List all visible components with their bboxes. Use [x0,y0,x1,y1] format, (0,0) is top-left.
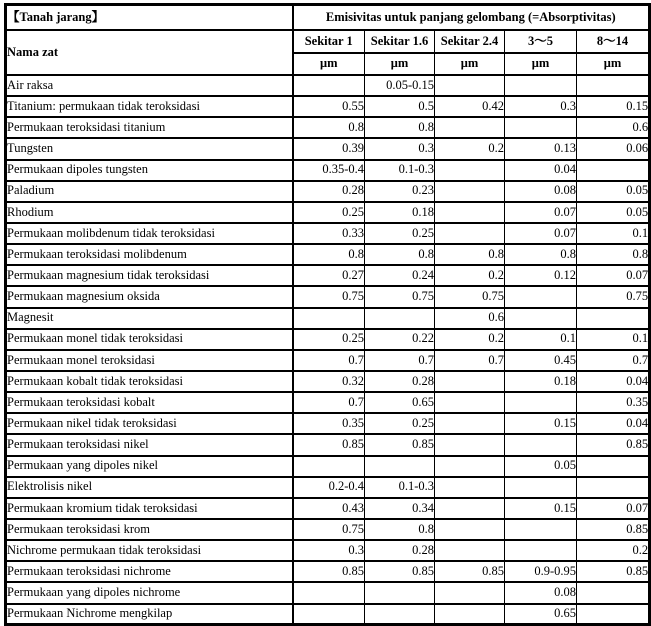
value-cell: 0.8 [435,244,505,265]
value-cell [435,181,505,202]
value-cell: 0.07 [505,223,577,244]
col-unit-2: μm [435,53,505,75]
value-cell: 0.2 [435,329,505,350]
value-cell: 0.45 [505,350,577,371]
value-cell: 0.04 [505,160,577,181]
value-cell: 0.7 [293,392,365,413]
value-cell: 0.32 [293,371,365,392]
table-row [6,244,650,265]
value-cell [435,413,505,434]
value-cell [577,477,650,498]
value-cell [365,604,435,625]
value-cell: 0.8 [505,244,577,265]
col-header-sekitar-2-4: Sekitar 2.4 [435,30,505,53]
table-row [6,413,650,434]
value-cell: 0.18 [365,202,435,223]
value-cell: 0.85 [577,519,650,540]
value-cell: 0.1-0.3 [365,160,435,181]
table-row [6,434,650,455]
value-cell: 0.42 [435,96,505,117]
value-cell: 0.33 [293,223,365,244]
table-row [6,350,650,371]
value-cell: 0.8 [293,244,365,265]
value-cell: 0.7 [577,350,650,371]
value-cell: 0.06 [577,138,650,159]
value-cell: 0.8 [365,519,435,540]
material-name-cell: Permukaan magnesium oksida [6,286,293,307]
material-name-cell: Elektrolisis nikel [6,477,293,498]
value-cell: 0.8 [293,117,365,138]
table-row [6,223,650,244]
value-cell: 0.5 [365,96,435,117]
value-cell [577,604,650,625]
value-cell: 0.7 [365,350,435,371]
value-cell: 0.75 [435,286,505,307]
document-table-container [4,3,648,626]
value-cell: 0.15 [577,96,650,117]
material-name-cell: Permukaan kobalt tidak teroksidasi [6,371,293,392]
value-cell: 0.2 [577,540,650,561]
value-cell: 0.3 [505,96,577,117]
value-cell: 0.85 [435,561,505,582]
material-name-cell: Permukaan monel tidak teroksidasi [6,329,293,350]
table-row [6,540,650,561]
value-cell: 0.05 [577,202,650,223]
value-cell: 0.15 [505,413,577,434]
material-name-cell: Permukaan teroksidasi nikel [6,434,293,455]
table-row [6,265,650,286]
table-row [6,286,650,307]
value-cell: 0.9-0.95 [505,561,577,582]
span-header: Emisivitas untuk panjang gelombang (=Absorptivitas) [293,5,650,31]
material-name-cell: Permukaan teroksidasi molibdenum [6,244,293,265]
value-cell [435,604,505,625]
value-cell [505,434,577,455]
value-cell [435,75,505,96]
value-cell [435,498,505,519]
value-cell [435,392,505,413]
value-cell: 0.27 [293,265,365,286]
table-row [6,371,650,392]
table-row [6,308,650,329]
value-cell [577,75,650,96]
col-unit-1: μm [365,53,435,75]
value-cell [435,540,505,561]
table-row [6,456,650,477]
value-cell: 0.07 [577,498,650,519]
col-unit-0: μm [293,53,365,75]
value-cell [435,519,505,540]
value-cell: 0.8 [365,117,435,138]
value-cell [505,540,577,561]
value-cell: 0.18 [505,371,577,392]
value-cell: 0.85 [365,561,435,582]
value-cell: 0.35 [577,392,650,413]
value-cell: 0.08 [505,181,577,202]
material-name-cell: Magnesit [6,308,293,329]
table-header [6,5,650,76]
value-cell: 0.28 [365,371,435,392]
value-cell [577,582,650,603]
value-cell: 0.55 [293,96,365,117]
value-cell: 0.12 [505,265,577,286]
table-row [6,75,650,96]
table-row [6,582,650,603]
table-row [6,181,650,202]
value-cell: 0.39 [293,138,365,159]
value-cell: 0.3 [293,540,365,561]
material-name-cell: Permukaan teroksidasi nichrome [6,561,293,582]
table-row [6,519,650,540]
material-name-cell: Rhodium [6,202,293,223]
value-cell [505,519,577,540]
value-cell: 0.25 [293,329,365,350]
col-unit-4: μm [577,53,650,75]
value-cell: 0.34 [365,498,435,519]
value-cell: 0.08 [505,582,577,603]
value-cell: 0.35-0.4 [293,160,365,181]
value-cell: 0.85 [293,434,365,455]
value-cell [435,223,505,244]
value-cell: 0.8 [577,244,650,265]
table-row [6,329,650,350]
material-name-cell: Permukaan magnesium tidak teroksidasi [6,265,293,286]
value-cell: 0.04 [577,413,650,434]
value-cell: 0.05 [505,456,577,477]
table-title: 【Tanah jarang】 [6,5,293,31]
value-cell [435,202,505,223]
material-name-cell: Tungsten [6,138,293,159]
table-row [6,392,650,413]
value-cell [293,582,365,603]
value-cell: 0.22 [365,329,435,350]
material-name-cell: Permukaan teroksidasi titanium [6,117,293,138]
table-row [6,160,650,181]
value-cell: 0.13 [505,138,577,159]
material-name-cell: Permukaan kromium tidak teroksidasi [6,498,293,519]
value-cell [365,456,435,477]
material-name-cell: Nichrome permukaan tidak teroksidasi [6,540,293,561]
value-cell: 0.35 [293,413,365,434]
table-row [6,138,650,159]
value-cell: 0.85 [365,434,435,455]
value-cell: 0.65 [505,604,577,625]
table-row [6,561,650,582]
table-row [6,202,650,223]
value-cell: 0.7 [293,350,365,371]
material-name-cell: Permukaan teroksidasi kobalt [6,392,293,413]
value-cell: 0.7 [435,350,505,371]
col-header-3-5: 3〜5 [505,30,577,53]
value-cell [577,160,650,181]
value-cell: 0.8 [365,244,435,265]
table-row [6,96,650,117]
value-cell: 0.85 [293,561,365,582]
material-name-cell: Permukaan Nichrome mengkilap [6,604,293,625]
table-row [6,117,650,138]
value-cell [505,117,577,138]
value-cell [435,371,505,392]
value-cell: 0.04 [577,371,650,392]
value-cell: 0.75 [365,286,435,307]
value-cell: 0.75 [293,286,365,307]
value-cell: 0.1 [577,329,650,350]
value-cell: 0.1 [577,223,650,244]
value-cell: 0.6 [435,308,505,329]
value-cell [293,75,365,96]
value-cell [365,308,435,329]
value-cell [505,308,577,329]
value-cell: 0.25 [365,413,435,434]
col-header-sekitar-1: Sekitar 1 [293,30,365,53]
value-cell [435,160,505,181]
material-name-cell: Permukaan dipoles tungsten [6,160,293,181]
material-name-cell: Permukaan molibdenum tidak teroksidasi [6,223,293,244]
value-cell [293,308,365,329]
value-cell [435,582,505,603]
value-cell [577,308,650,329]
value-cell: 0.07 [577,265,650,286]
value-cell: 0.3 [365,138,435,159]
name-column-header: Nama zat [6,30,293,75]
col-unit-3: μm [505,53,577,75]
value-cell: 0.28 [365,540,435,561]
material-name-cell: Air raksa [6,75,293,96]
value-cell: 0.75 [577,286,650,307]
table-body [6,75,650,625]
value-cell: 0.6 [577,117,650,138]
col-header-sekitar-1-6: Sekitar 1.6 [365,30,435,53]
value-cell [293,456,365,477]
value-cell: 0.28 [293,181,365,202]
table-row [6,477,650,498]
material-name-cell: Permukaan yang dipoles nikel [6,456,293,477]
value-cell: 0.05-0.15 [365,75,435,96]
value-cell [435,117,505,138]
material-name-cell: Paladium [6,181,293,202]
value-cell [435,434,505,455]
value-cell: 0.43 [293,498,365,519]
value-cell [435,477,505,498]
material-name-cell: Titanium: permukaan tidak teroksidasi [6,96,293,117]
material-name-cell: Permukaan teroksidasi krom [6,519,293,540]
value-cell: 0.85 [577,434,650,455]
value-cell: 0.05 [577,181,650,202]
table-row [6,498,650,519]
value-cell [505,286,577,307]
material-name-cell: Permukaan nikel tidak teroksidasi [6,413,293,434]
value-cell [365,582,435,603]
value-cell [505,477,577,498]
value-cell: 0.24 [365,265,435,286]
value-cell: 0.75 [293,519,365,540]
value-cell [505,392,577,413]
value-cell: 0.1-0.3 [365,477,435,498]
value-cell [577,456,650,477]
material-name-cell: Permukaan monel teroksidasi [6,350,293,371]
emissivity-table [4,3,651,626]
value-cell [505,75,577,96]
value-cell: 0.2 [435,138,505,159]
value-cell: 0.23 [365,181,435,202]
value-cell: 0.07 [505,202,577,223]
value-cell: 0.2 [435,265,505,286]
value-cell: 0.1 [505,329,577,350]
value-cell: 0.25 [365,223,435,244]
value-cell: 0.2-0.4 [293,477,365,498]
table-row [6,604,650,625]
value-cell: 0.85 [577,561,650,582]
value-cell: 0.15 [505,498,577,519]
value-cell [435,456,505,477]
material-name-cell: Permukaan yang dipoles nichrome [6,582,293,603]
value-cell: 0.25 [293,202,365,223]
value-cell: 0.65 [365,392,435,413]
col-header-8-14: 8〜14 [577,30,650,53]
value-cell [293,604,365,625]
